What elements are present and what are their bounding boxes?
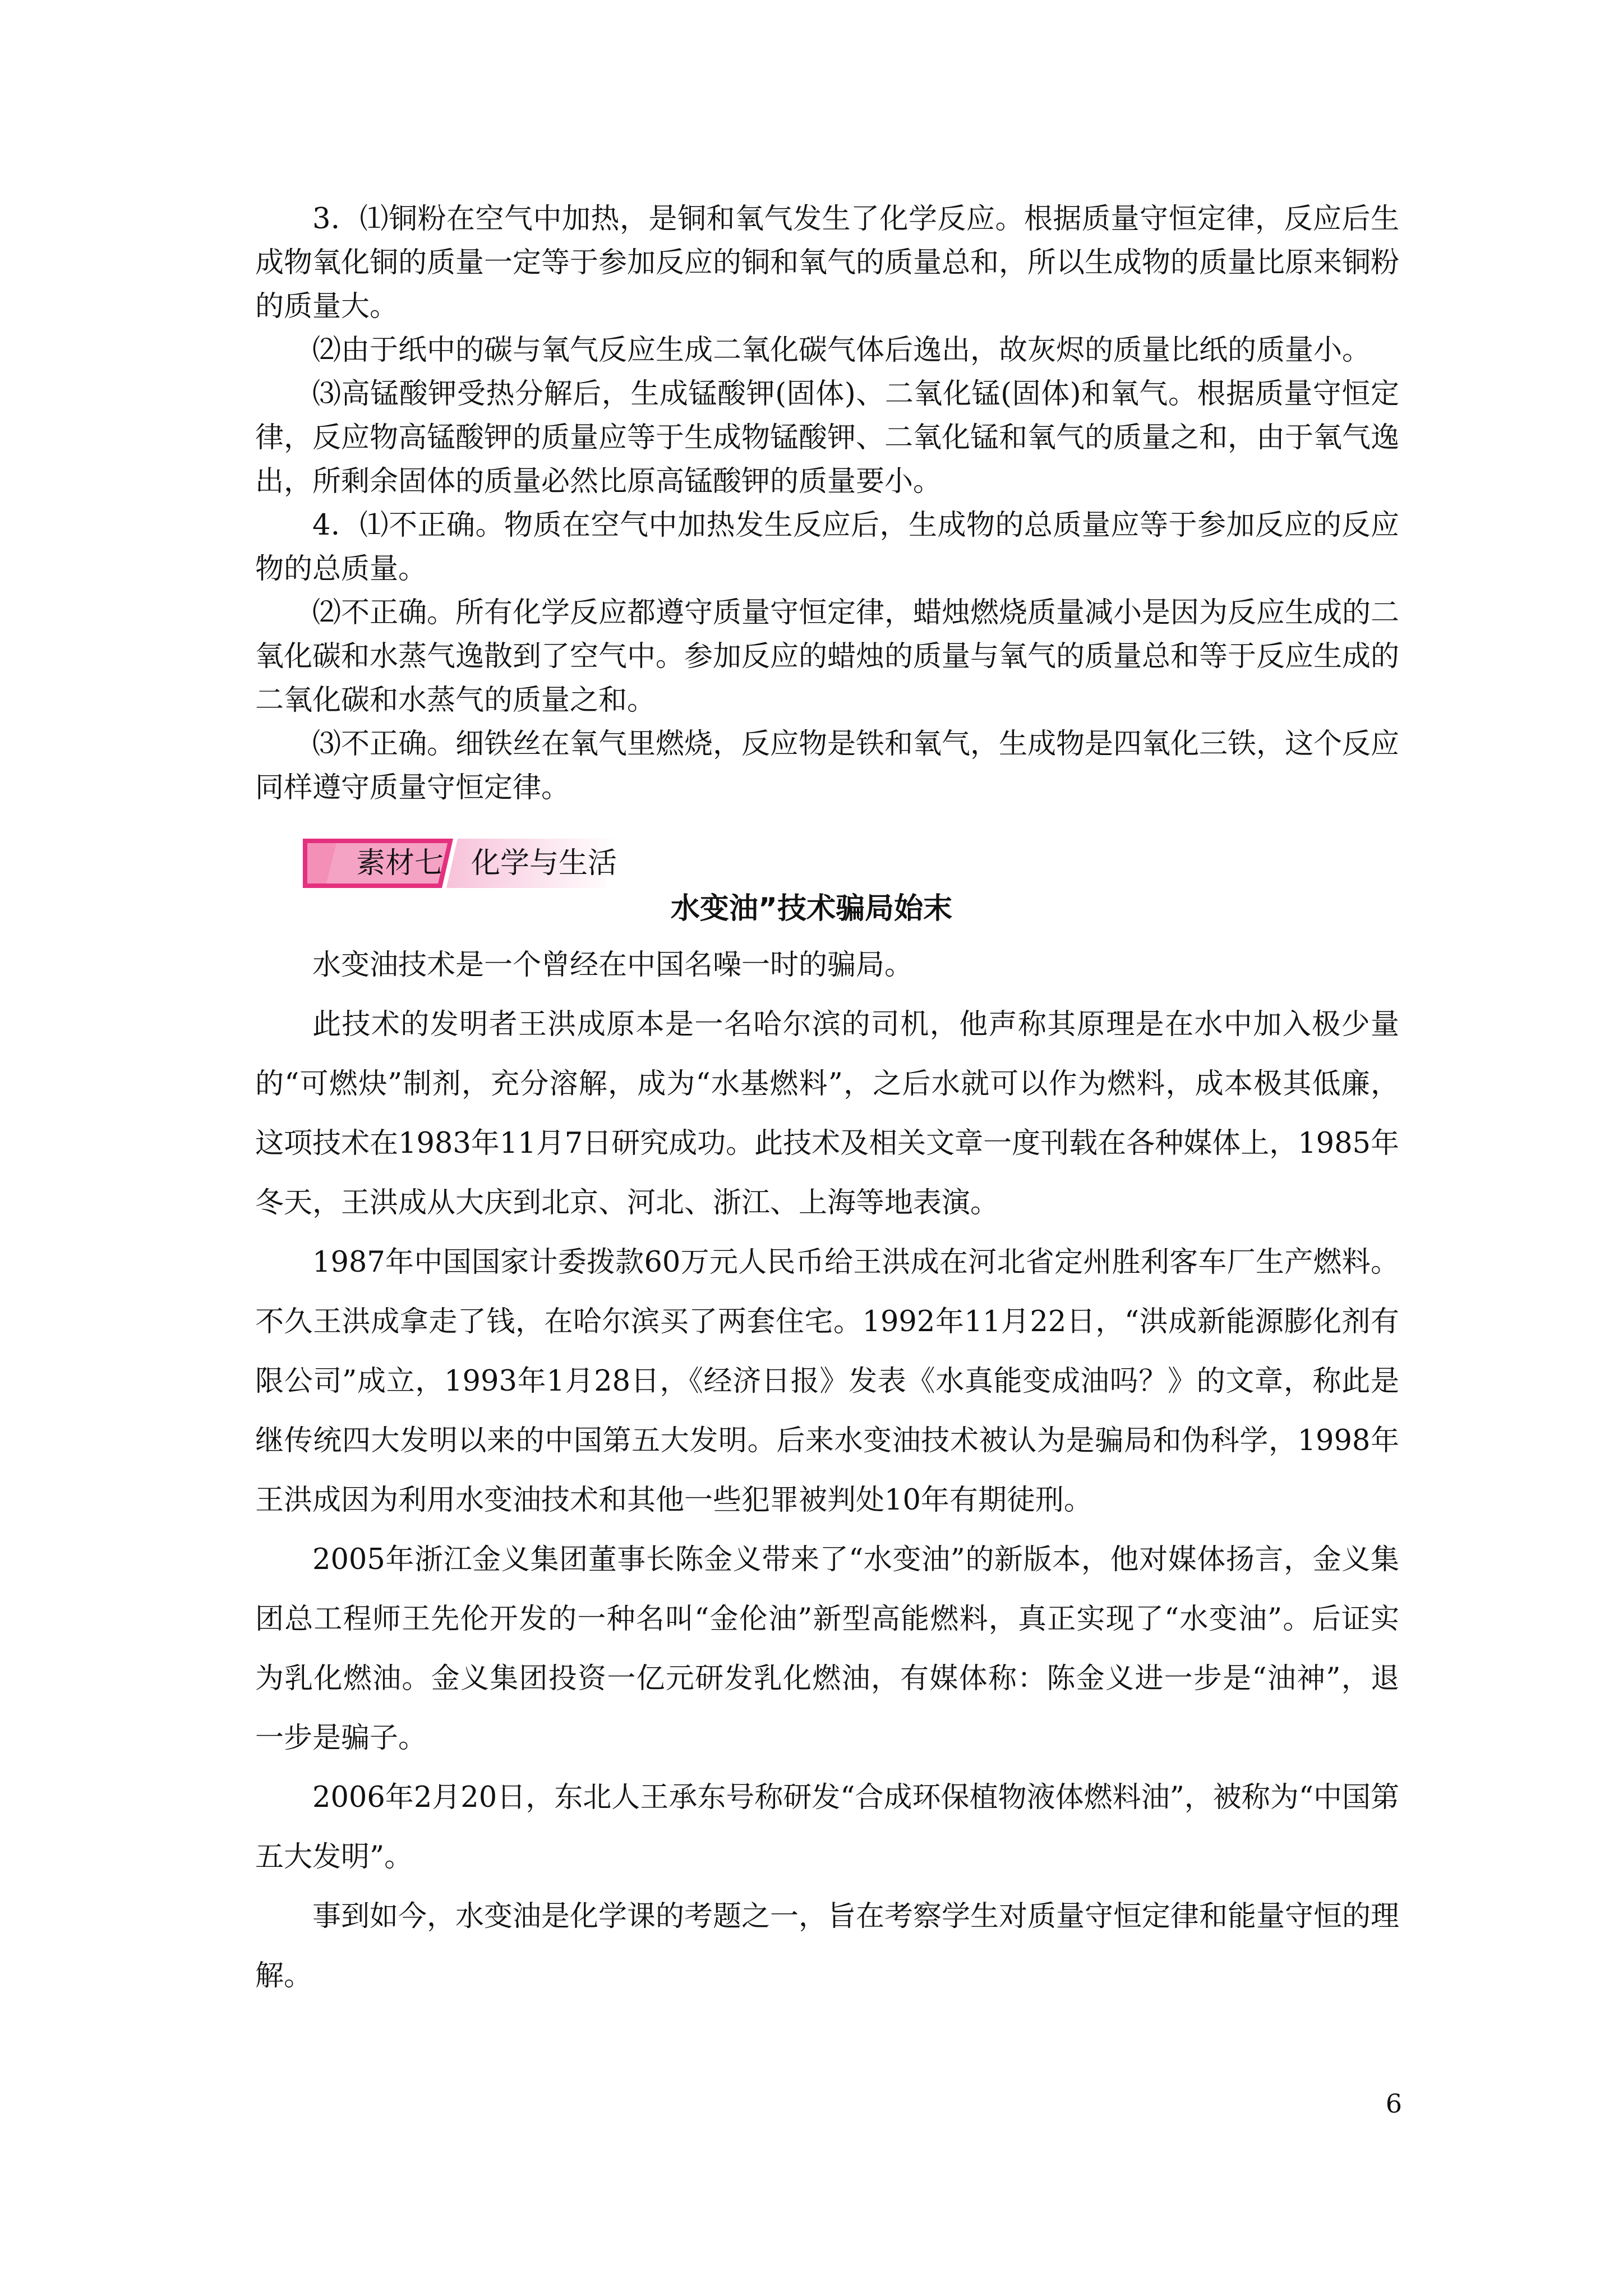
article-paragraph-2: 此技术的发明者王洪成原本是一名哈尔滨的司机，他声称其原理是在水中加入极少量的“可燃炔”制剂，充分溶解，成为“水基燃料”，之后水就可以作为燃料，成本极其低廉，这项技术在1983年11月7日研究成功。此技术及相关文章一度刊载在各种媒体上，1985年冬天，王洪成从大庆到北京、河北、浙江、上海等地表演。 — [255, 1008, 1399, 1220]
article-paragraph-4: 2005年浙江金义集团董事长陈金义带来了“水变油”的新版本，他对媒体扬言，金义集团总工程师王先伦开发的一种名叫“金伦油”新型高能燃料，真正实现了“水变油”。后证实为乳化燃油。金义集团投资一亿元研发乳化燃油，有媒体称：陈金义进一步是“油神”，退一步是骗子。 — [255, 1543, 1399, 1755]
section-banner — [303, 839, 617, 888]
article-title: 水变油”技术骗局始末 — [670, 892, 953, 926]
page-number: 6 — [1385, 2088, 1402, 2119]
answer-3-2: ⑵由于纸中的碳与氧气反应生成二氧化碳气体后逸出，故灰烬的质量比纸的质量小。 — [312, 334, 1371, 367]
answer-3-1: 3．⑴铜粉在空气中加热，是铜和氧气发生了化学反应。根据质量守恒定律，反应后生成物氧化铜的质量一定等于参加反应的铜和氧气的质量总和，所以生成物的质量比原来铜粉的质量大。 — [255, 203, 1400, 323]
answer-4-3: ⑶不正确。细铁丝在氧气里燃烧，反应物是铁和氧气，生成物是四氧化三铁，这个反应同样遵守质量守恒定律。 — [255, 728, 1400, 804]
section-tag: 素材七 — [356, 846, 444, 880]
article-paragraph-1: 水变油技术是一个曾经在中国名噪一时的骗局。 — [312, 949, 914, 982]
answer-4-2: ⑵不正确。所有化学反应都遵守质量守恒定律，蜡烛燃烧质量减小是因为反应生成的二氧化碳和水蒸气逸散到了空气中。参加反应的蜡烛的质量与氧气的质量总和等于反应生成的二氧化碳和水蒸气的质量之和。 — [255, 596, 1400, 717]
article-paragraph-6: 事到如今，水变油是化学课的考题之一，旨在考察学生对质量守恒定律和能量守恒的理解。 — [255, 1900, 1400, 1993]
answer-4-1: 4．⑴不正确。物质在空气中加热发生反应后，生成物的总质量应等于参加反应的反应物的总质量。 — [255, 509, 1399, 586]
answer-3-3: ⑶高锰酸钾受热分解后，生成锰酸钾(固体)、二氧化锰(固体)和氧气。根据质量守恒定律，反应物高锰酸钾的质量应等于生成物锰酸钾、二氧化锰和氧气的质量之和，由于氧气逸出，所剩余固体的质量必然比原高锰酸钾的质量要小。 — [255, 378, 1400, 498]
article-paragraph-3: 1987年中国国家计委拨款60万元人民币给王洪成在河北省定州胜利客车厂生产燃料。不久王洪成拿走了钱，在哈尔滨买了两套住宅。1992年11月22日，“洪成新能源膨化剂有限公司”成立，1993年1月28日，《经济日报》发表《水真能变成油吗？》的文章，称此是继传统四大发明以来的中国第五大发明。后来水变油技术被认为是骗局和伪科学，1998年王洪成因为利用水变油技术和其他一些犯罪被判处10年有期徒刑。 — [255, 1246, 1399, 1517]
section-topic: 化学与生活 — [471, 846, 617, 880]
article-paragraph-5: 2006年2月20日，东北人王承东号称研发“合成环保植物液体燃料油”，被称为“中国第五大发明”。 — [255, 1781, 1399, 1874]
